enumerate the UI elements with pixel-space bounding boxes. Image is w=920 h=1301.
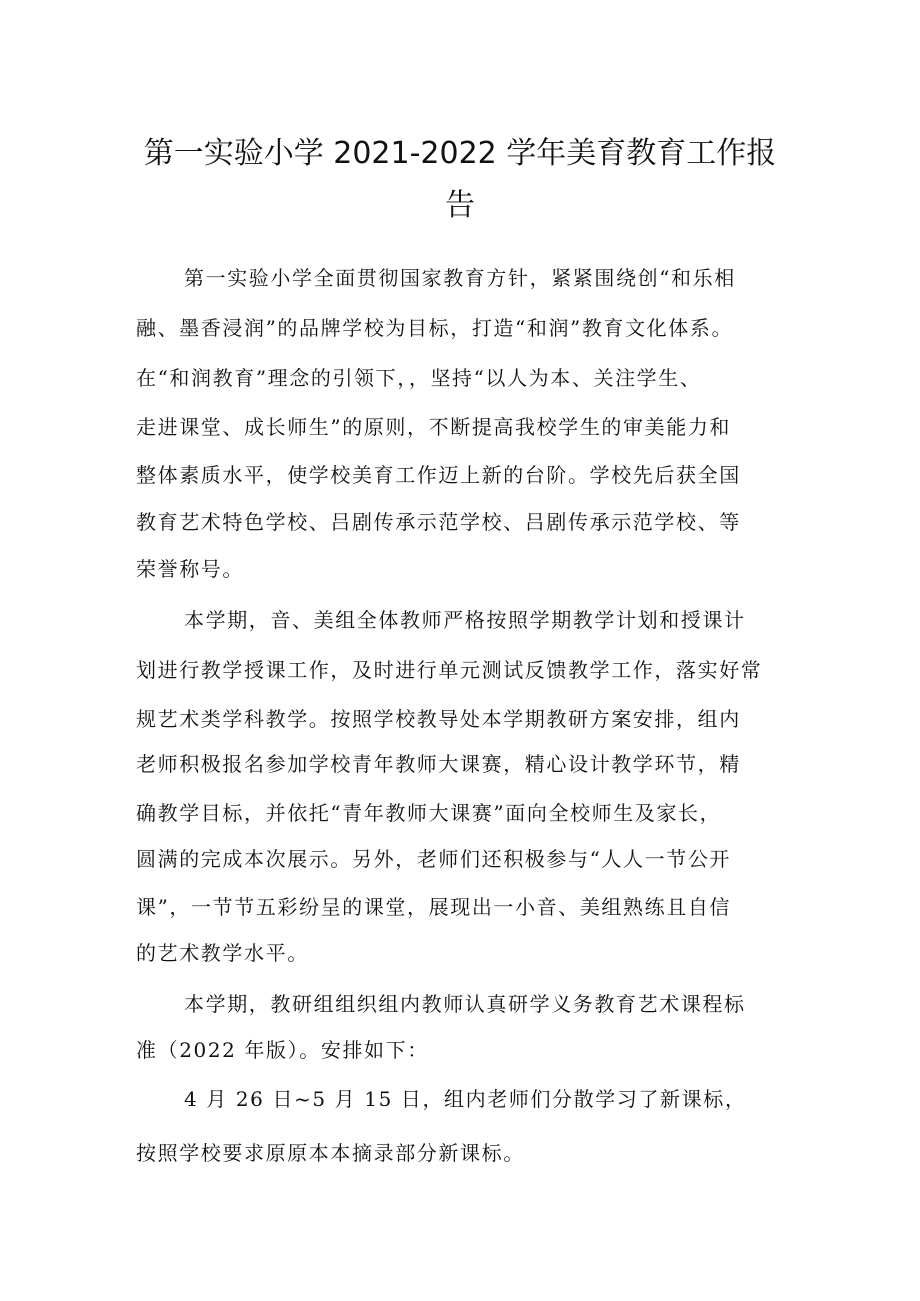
document-title-line-2: 告: [445, 188, 475, 223]
paragraph-line: 规艺术类学科教学。按照学校教导处本学期教研方案安排，组内: [136, 707, 741, 731]
paragraph-line: 准（2022 年版）。安排如下：: [136, 1038, 429, 1062]
paragraph-line: 4 月 26 日~5 月 15 日，组内老师们分散学习了新课标，: [184, 1087, 747, 1111]
paragraph-line: 圆满的完成本次展示。另外，老师们还积极参与“人人一节公开: [136, 847, 732, 871]
paragraph-line: 老师积极报名参加学校青年教师大课赛，精心设计教学环节，精: [136, 752, 741, 776]
paragraph-line: 教育艺术特色学校、吕剧传承示范学校、吕剧传承示范学校、等: [136, 510, 741, 534]
paragraph-line: 划进行教学授课工作，及时进行单元测试反馈教学工作，落实好常: [136, 658, 763, 682]
paragraph-line: 在“和润教育”理念的引领下，，坚持“以人为本、关注学生、: [136, 366, 702, 390]
paragraph-line: 本学期，教研组组织组内教师认真研学义务教育艺术课程标: [184, 992, 746, 1016]
paragraph-line: 确教学目标，并依托“青年教师大课赛”面向全校师生及家长，: [136, 801, 722, 825]
paragraph-line: 整体素质水平，使学校美育工作迈上新的台阶。学校先后获全国: [136, 463, 741, 487]
paragraph-line: 按照学校要求原原本本摘录部分新课标。: [136, 1141, 525, 1165]
paragraph-line: 融、墨香浸润”的品牌学校为目标，打造“和润”教育文化体系。: [136, 316, 734, 340]
document-title-line-1: 第一实验小学 2021-2022 学年美育教育工作报: [143, 136, 777, 171]
paragraph-line: 的艺术教学水平。: [136, 941, 309, 965]
paragraph-line: 荣誉称号。: [136, 557, 244, 581]
paragraph-line: 课”，一节节五彩纷呈的课堂，展现出一小音、美组熟练且自信: [136, 895, 732, 919]
paragraph-line: 本学期，音、美组全体教师严格按照学期教学计划和授课计: [184, 608, 746, 632]
paragraph-line: 第一实验小学全面贯彻国家教育方针，紧紧围绕创“和乐相: [184, 266, 736, 290]
paragraph-line: 走进课堂、成长师生”的原则，不断提高我校学生的审美能力和: [136, 415, 732, 439]
